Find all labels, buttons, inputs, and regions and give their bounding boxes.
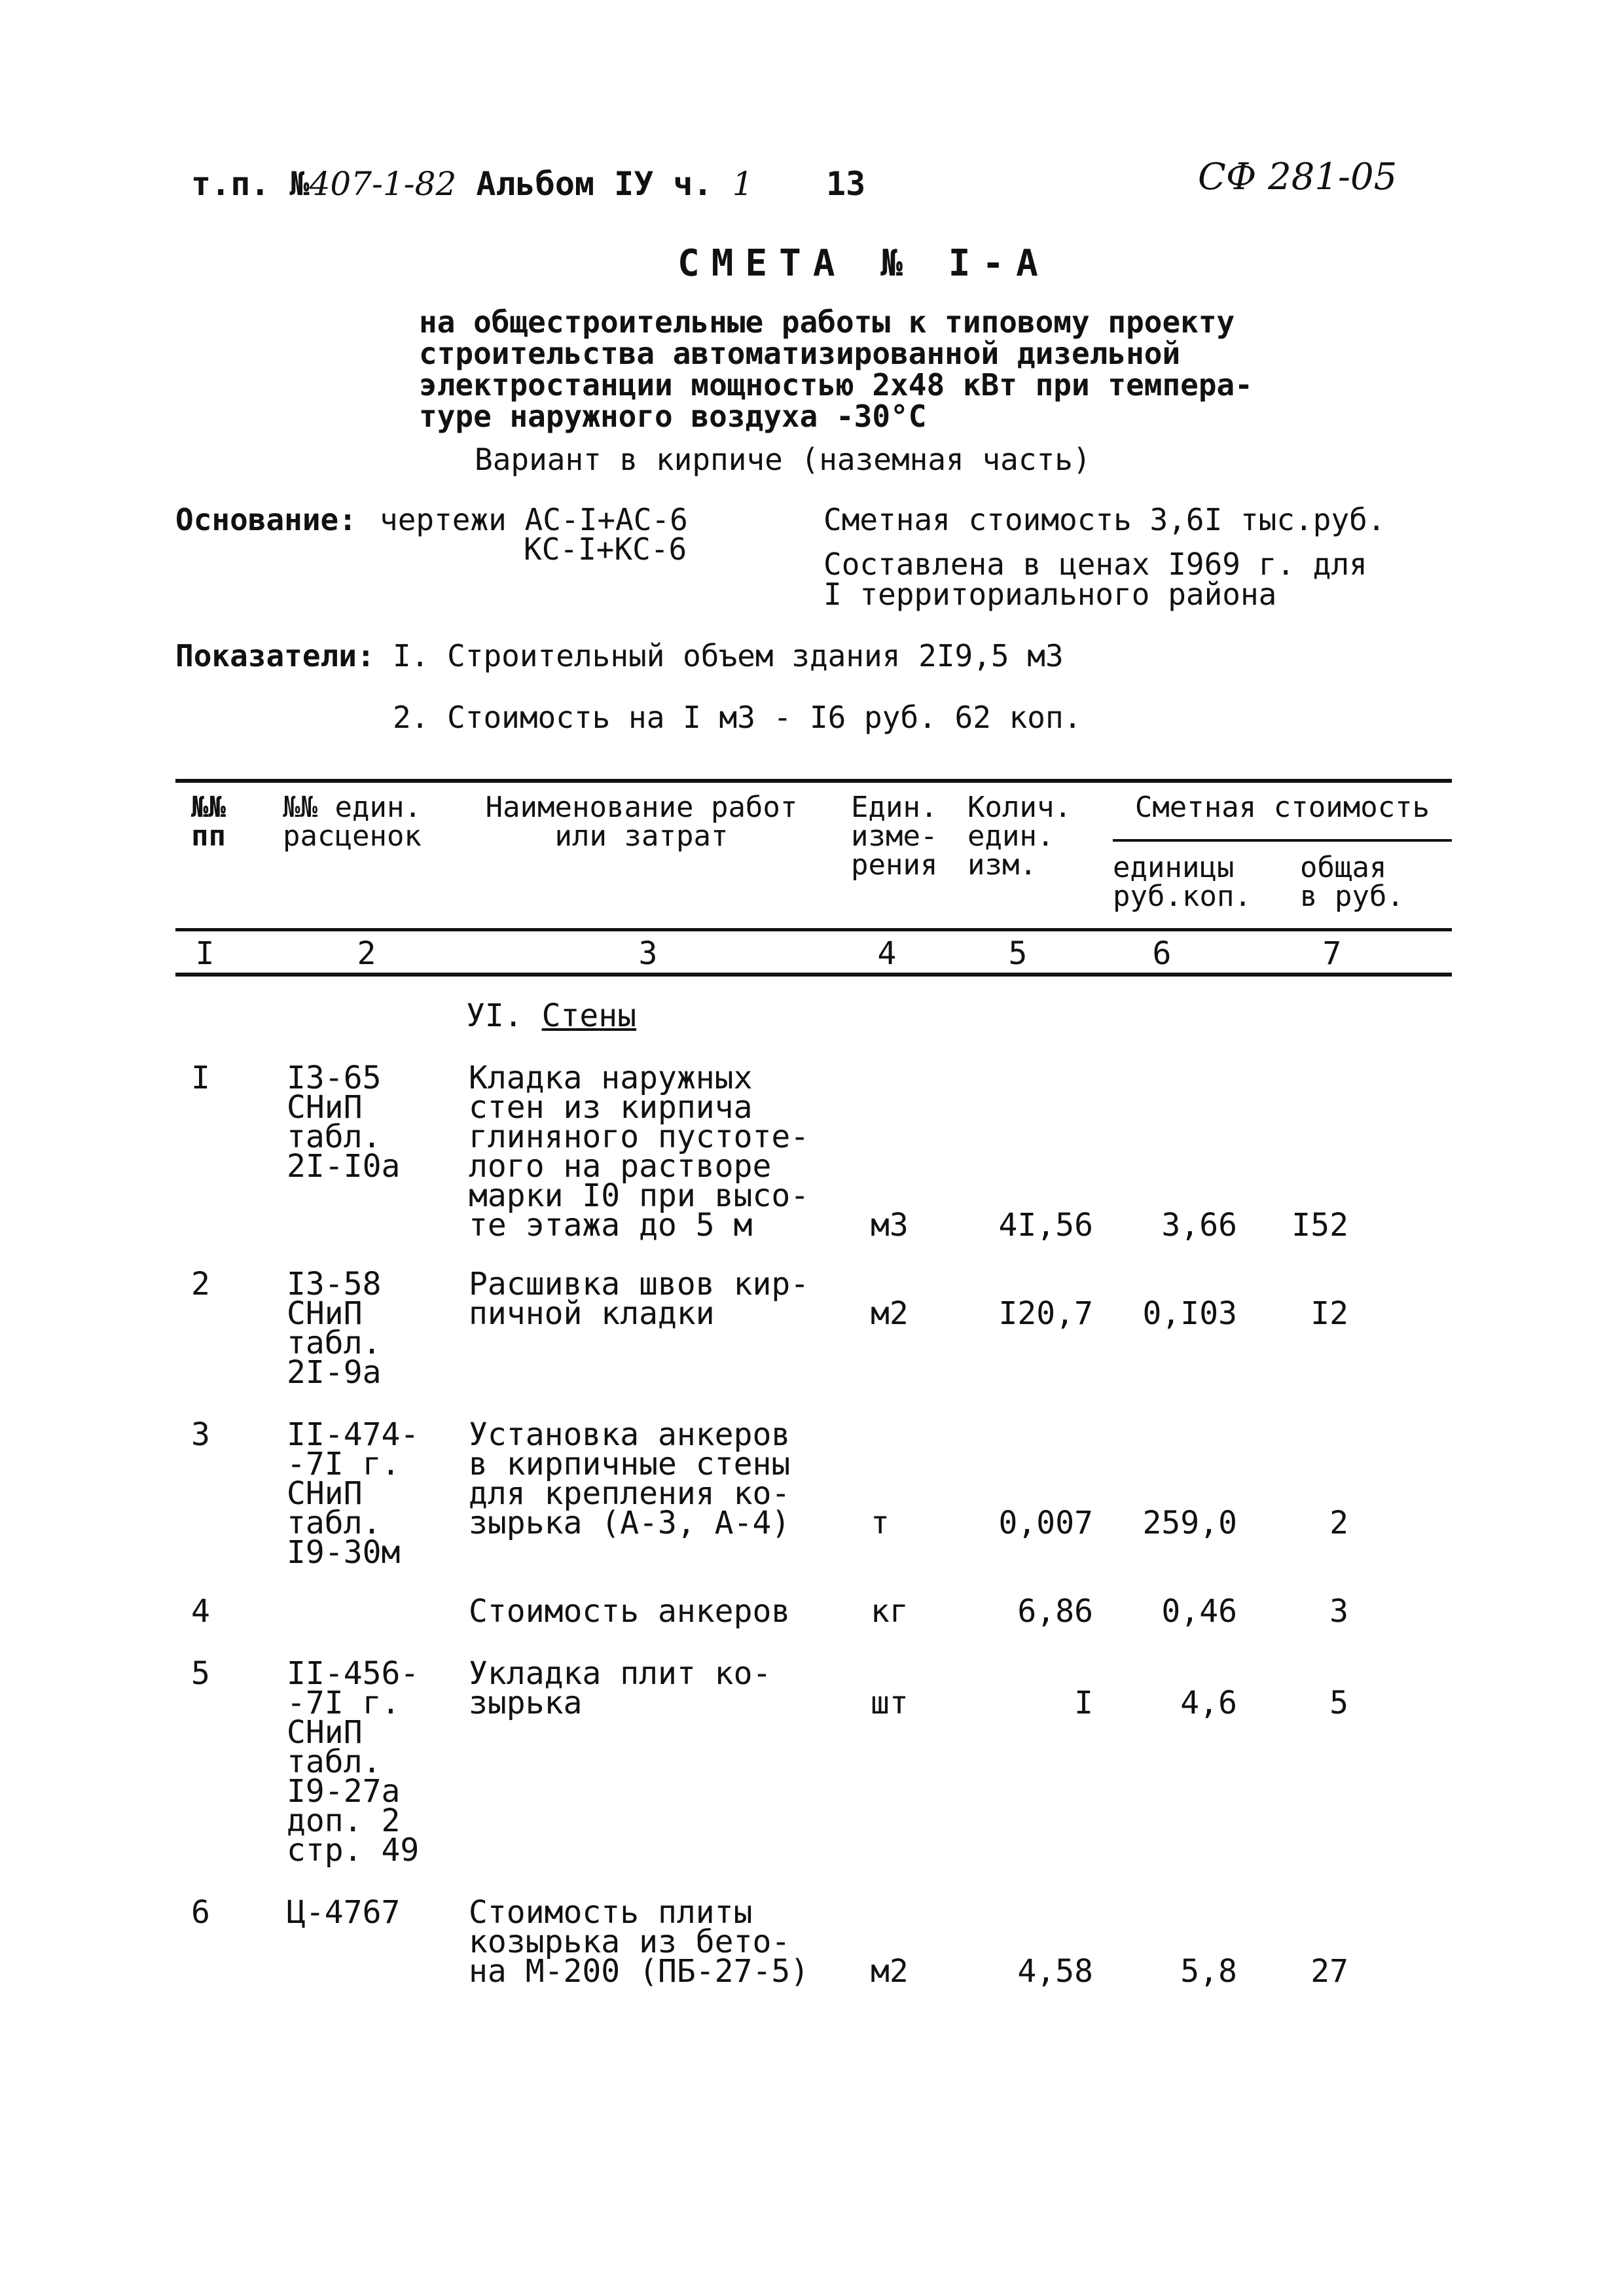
col-header-6: единицы руб.коп. xyxy=(1113,851,1252,913)
col-header-3: Наименование работ или затрат xyxy=(485,791,798,853)
work-name-line: Кладка наружных xyxy=(469,1060,753,1096)
work-name-line: для крепления ко- xyxy=(469,1475,791,1512)
rate-code-line: СНиП xyxy=(287,1714,363,1751)
rate-code-line: табл. xyxy=(287,1325,382,1361)
unit-price: 0,46 xyxy=(1161,1593,1237,1630)
basis-label: Основание: xyxy=(175,502,357,537)
rate-code-line: -7I г. xyxy=(287,1446,401,1482)
unit-of-measure: м2 xyxy=(871,1295,909,1332)
description-block xyxy=(419,306,1253,432)
document-title: СМЕТА № I-А xyxy=(677,242,1050,285)
work-name-line: Установка анкеров xyxy=(469,1416,791,1453)
unit-price: 5,8 xyxy=(1180,1953,1237,1990)
quantity: 6,86 xyxy=(1017,1593,1093,1630)
rate-code-line: стр. 49 xyxy=(287,1832,420,1869)
work-name-line: пичной кладки xyxy=(469,1295,715,1332)
work-name-line: глиняного пустоте- xyxy=(469,1119,810,1155)
work-name-line: Стоимость плиты xyxy=(469,1894,753,1931)
row-number: I xyxy=(191,1060,210,1096)
rate-code-line: табл. xyxy=(287,1744,382,1780)
work-name-line: лого на растворе xyxy=(469,1148,772,1185)
project-prefix: т.п. № xyxy=(191,165,310,203)
quantity: 4I,56 xyxy=(998,1207,1093,1244)
rate-code-line: II-456- xyxy=(287,1655,420,1692)
compiled-line-2: I территориального района xyxy=(823,577,1277,612)
total-cost: 2 xyxy=(1329,1505,1348,1541)
document-code: СФ 281-05 xyxy=(1198,156,1398,198)
unit-price: 3,66 xyxy=(1161,1207,1237,1244)
unit-of-measure: т xyxy=(871,1505,890,1541)
col-number-1: I xyxy=(195,935,215,972)
rate-code-line: Ц-4767 xyxy=(287,1894,401,1931)
description-line: электростанции мощностью 2х48 кВт при темпера- xyxy=(419,367,1253,403)
rate-code-line: I9-30м xyxy=(287,1534,401,1571)
rate-code-line: II-474- xyxy=(287,1416,420,1453)
row-number: 6 xyxy=(191,1894,210,1931)
rate-code-line: табл. xyxy=(287,1505,382,1541)
page-number: 13 xyxy=(826,165,866,203)
album-part: 1 xyxy=(732,165,753,203)
project-number: 407-1-82 xyxy=(309,165,457,203)
section-name: Стены xyxy=(541,997,637,1034)
rate-code-line: СНиП xyxy=(287,1089,363,1126)
total-cost: 27 xyxy=(1310,1953,1348,1990)
unit-of-measure: м3 xyxy=(871,1207,909,1244)
section-number: УI. xyxy=(466,997,523,1034)
section-heading xyxy=(466,997,637,1034)
work-name-line: марки I0 при высо- xyxy=(469,1177,810,1214)
unit-price: 0,I03 xyxy=(1142,1295,1237,1332)
rate-code-line: табл. xyxy=(287,1119,382,1155)
description-line: туре наружного воздуха -30°С xyxy=(419,399,927,434)
col-number-4: 4 xyxy=(877,935,897,972)
col-header-4: Един. изме- рения xyxy=(851,791,938,882)
work-name-line: Расшивка швов кир- xyxy=(469,1266,810,1302)
unit-price: 4,6 xyxy=(1180,1685,1237,1721)
variant-line: Вариант в кирпиче (наземная часть) xyxy=(475,442,1091,477)
col-header-group: Сметная стоимость xyxy=(1134,791,1430,824)
header-bottom-rule xyxy=(175,928,1452,931)
unit-of-measure: шт xyxy=(871,1685,909,1721)
group-header-rule xyxy=(1113,839,1452,842)
row-number: 4 xyxy=(191,1593,210,1630)
col-header-5: Колич. един. изм. xyxy=(967,791,1072,882)
unit-of-measure: кг xyxy=(871,1593,909,1630)
unit-price: 259,0 xyxy=(1142,1505,1237,1541)
work-name-line: те этажа до 5 м xyxy=(469,1207,753,1244)
work-name-line: на М-200 (ПБ-27-5) xyxy=(469,1953,810,1990)
rate-code-line: I3-58 xyxy=(287,1266,382,1302)
description-line: на общестроительные работы к типовому проекту xyxy=(419,304,1235,340)
row-number: 2 xyxy=(191,1266,210,1302)
quantity: 0,007 xyxy=(998,1505,1093,1541)
col-header-2: №№ един. расценок xyxy=(283,791,422,853)
rate-code-line: -7I г. xyxy=(287,1685,401,1721)
rate-code-line: СНиП xyxy=(287,1295,363,1332)
work-name-line: Стоимость анкеров xyxy=(469,1593,791,1630)
quantity: I20,7 xyxy=(998,1295,1093,1332)
work-name-line: зырька (А-3, А-4) xyxy=(469,1505,791,1541)
col-number-3: 3 xyxy=(638,935,658,972)
rate-code-line: I3-65 xyxy=(287,1060,382,1096)
compiled-line-1: Составлена в ценах I969 г. для xyxy=(823,547,1367,582)
work-name-line: стен из кирпича xyxy=(469,1089,753,1126)
total-cost: I52 xyxy=(1291,1207,1348,1244)
basis-line-1: чертежи АС-I+АС-6 xyxy=(380,502,688,537)
indicators-label: Показатели: xyxy=(175,638,375,673)
unit-of-measure: м2 xyxy=(871,1953,909,1990)
col-number-6: 6 xyxy=(1152,935,1172,972)
colnum-bottom-rule xyxy=(175,973,1452,977)
col-number-7: 7 xyxy=(1322,935,1342,972)
work-name-line: в кирпичные стены xyxy=(469,1446,791,1482)
rate-code-line: 2I-I0а xyxy=(287,1148,401,1185)
album-label: Альбом IУ ч. xyxy=(476,165,713,203)
col-number-2: 2 xyxy=(357,935,376,972)
col-header-7: общая в руб. xyxy=(1300,851,1404,913)
quantity: 4,58 xyxy=(1017,1953,1093,1990)
description-line: строительства автоматизированной дизельной xyxy=(419,336,1181,371)
estimated-cost: Сметная стоимость 3,6I тыс.руб. xyxy=(823,502,1386,537)
total-cost: 3 xyxy=(1329,1593,1348,1630)
work-name-line: Укладка плит ко- xyxy=(469,1655,772,1692)
work-name-line: зырька xyxy=(469,1685,583,1721)
rate-code-line: СНиП xyxy=(287,1475,363,1512)
indicator-2: 2. Стоимость на I м3 - I6 руб. 62 коп. xyxy=(393,700,1082,735)
total-cost: 5 xyxy=(1329,1685,1348,1721)
total-cost: I2 xyxy=(1310,1295,1348,1332)
row-number: 5 xyxy=(191,1655,210,1692)
col-number-5: 5 xyxy=(1008,935,1028,972)
rate-code-line: 2I-9а xyxy=(287,1354,382,1391)
row-number: 3 xyxy=(191,1416,210,1453)
table-top-rule xyxy=(175,779,1452,783)
rate-code-line: I9-27а xyxy=(287,1773,401,1810)
rate-code-line: доп. 2 xyxy=(287,1803,401,1839)
work-name-line: козырька из бето- xyxy=(469,1924,791,1960)
header-line xyxy=(191,165,753,203)
basis-line-2: КС-I+КС-6 xyxy=(524,531,687,567)
col-header-1: №№ пп xyxy=(191,791,226,853)
indicator-1: I. Строительный объем здания 2I9,5 м3 xyxy=(393,638,1064,673)
quantity: I xyxy=(1074,1685,1093,1721)
